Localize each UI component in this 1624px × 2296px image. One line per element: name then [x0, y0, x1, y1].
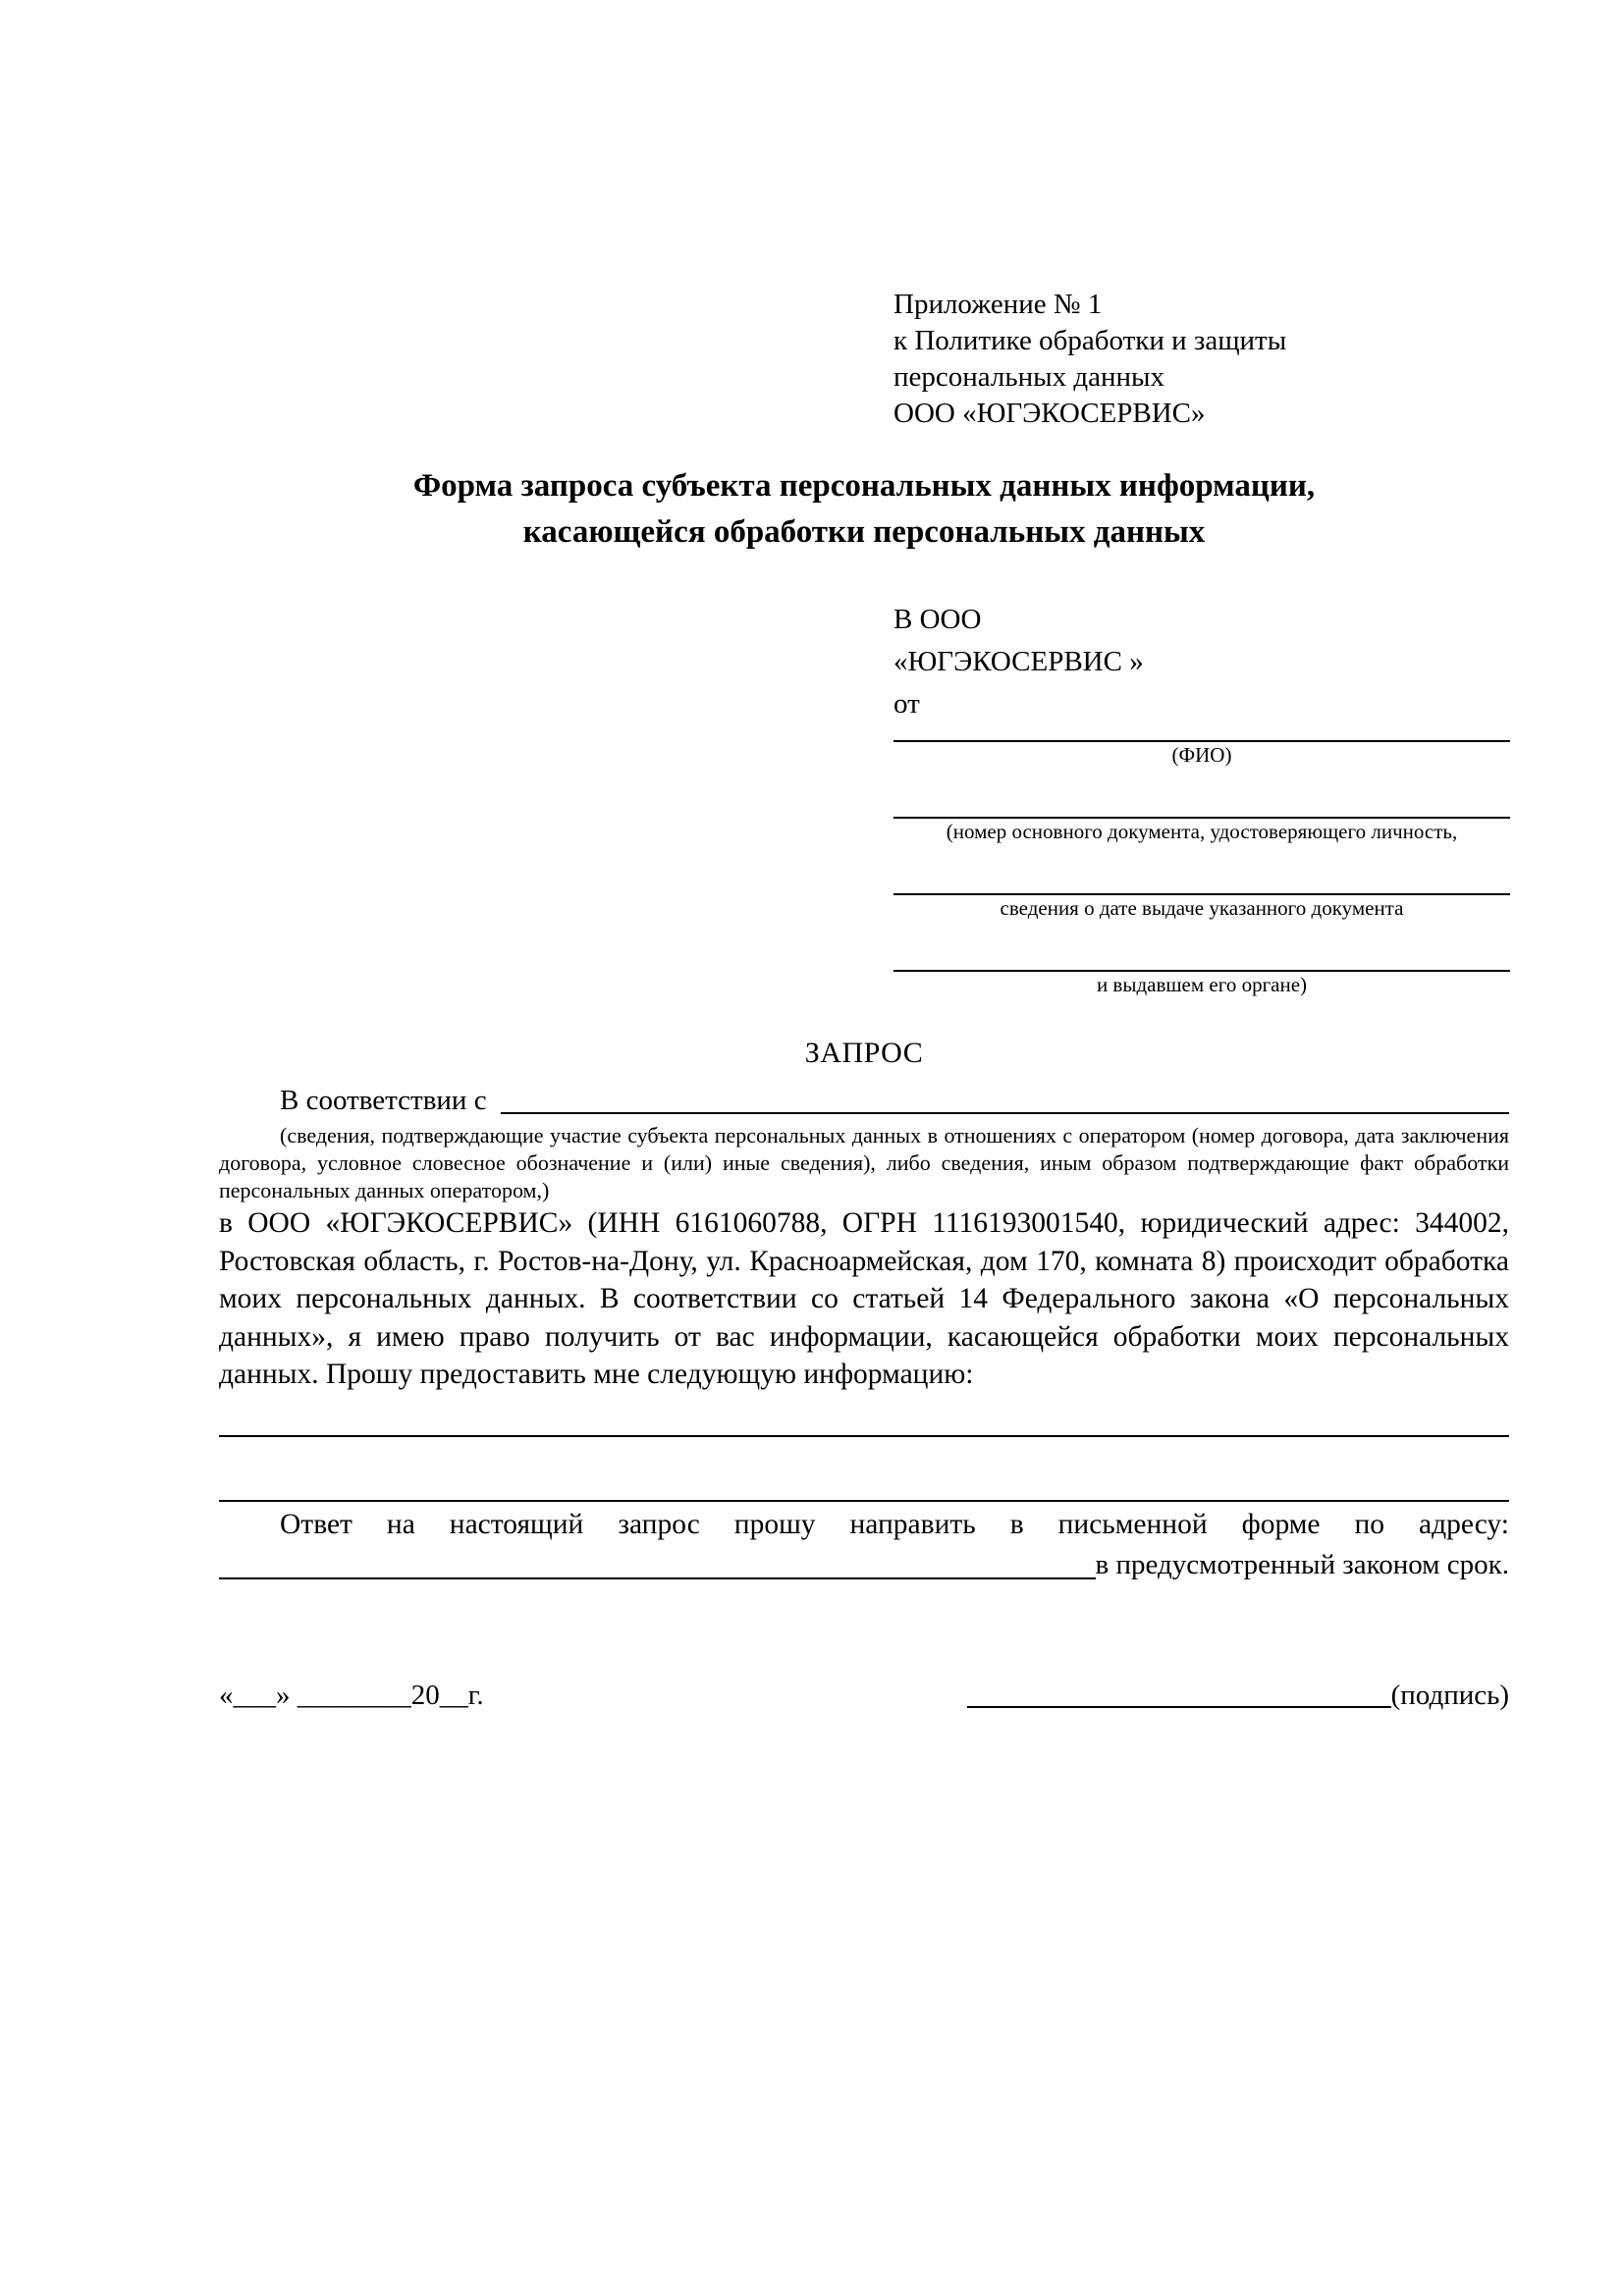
signature-input-line[interactable]: [967, 1676, 1391, 1715]
document-number-input-line[interactable]: [893, 787, 1510, 819]
request-heading: ЗАПРОС: [804, 1037, 924, 1069]
date-blank[interactable]: «___» ________20__г.: [219, 1679, 484, 1711]
basis-field: [219, 1081, 1509, 1120]
document-number-field: [893, 787, 1510, 845]
appendix-header: [893, 287, 1509, 432]
issuing-authority-input-line[interactable]: [893, 940, 1510, 972]
issuing-authority-field-caption: и выдавшем его органе): [1096, 973, 1308, 996]
appendix-header-line: персональных данных: [893, 361, 1165, 393]
signature-caption: (подпись): [1390, 1679, 1509, 1711]
signature-row: [219, 1676, 1509, 1715]
information-input-line-2[interactable]: [219, 1500, 1509, 1502]
request-body-paragraph: в ООО «ЮГЭКОСЕРВИС» (ИНН 6161060788, ОГРН 1116193001540, юридический адрес: 344002, Ростовская область, г. Ростов-на-Дону, ул. Красноармейская, дом 170, комната 8) происходит обработка моих персональных данных. В соответствии со статьей 14 Федерального закона «О персональных данных», я имею право получить от вас информации, касающейся обработки моих персональных данных. Прошу предоставить мне следующую информацию:: [219, 1207, 1509, 1390]
basis-prefix: В соответствии с: [280, 1085, 487, 1116]
basis-footnote: (сведения, подтверждающие участие субъекта персональных данных в отношениях с оператором (номер договора, дата заключения договора, условное словесное обозначение и (или) иные сведения), либо сведения, иным образом подтверждающие факт обработки персональных данных оператором,): [219, 1123, 1509, 1202]
reply-address-field: [219, 1545, 1509, 1585]
basis-input-line[interactable]: [501, 1081, 1509, 1120]
reply-tail-text: в предусмотренный законом срок.: [1095, 1548, 1509, 1580]
signature-field: [967, 1676, 1509, 1715]
information-input-line-1[interactable]: [219, 1435, 1509, 1437]
issue-date-field: [893, 864, 1510, 922]
issue-date-input-line[interactable]: [893, 864, 1510, 895]
addressee-org-line2: «ЮГЭКОСЕРВИС »: [893, 646, 1144, 677]
addressee-org-line1: В ООО: [893, 604, 982, 635]
document-title-line2: касающейся обработки персональных данных: [522, 514, 1206, 550]
fio-field: [893, 725, 1510, 769]
reply-sentence: Ответ на настоящий запрос прошу направить в письменной форме по адресу:: [280, 1508, 1509, 1540]
issue-date-field-caption: сведения о дате выдаче указанного документа: [1000, 896, 1404, 920]
issuing-authority-field: [893, 940, 1510, 998]
appendix-header-line: ООО «ЮГЭКОСЕРВИС»: [893, 398, 1206, 429]
document-title-line1: Форма запроса субъекта персональных данных информации,: [412, 468, 1316, 504]
addressee-block: [893, 599, 1510, 998]
reply-address-input-line[interactable]: [219, 1545, 1096, 1585]
fio-input-line[interactable]: [893, 725, 1510, 742]
document-title: [219, 463, 1509, 556]
document-number-field-caption: (номер основного документа, удостоверяющего личность,: [946, 820, 1458, 843]
addressee-from-label: от: [893, 688, 920, 720]
appendix-header-line: Приложение № 1: [893, 289, 1103, 320]
appendix-header-line: к Политике обработки и защиты: [893, 325, 1287, 356]
fio-field-caption: (ФИО): [1171, 743, 1232, 767]
